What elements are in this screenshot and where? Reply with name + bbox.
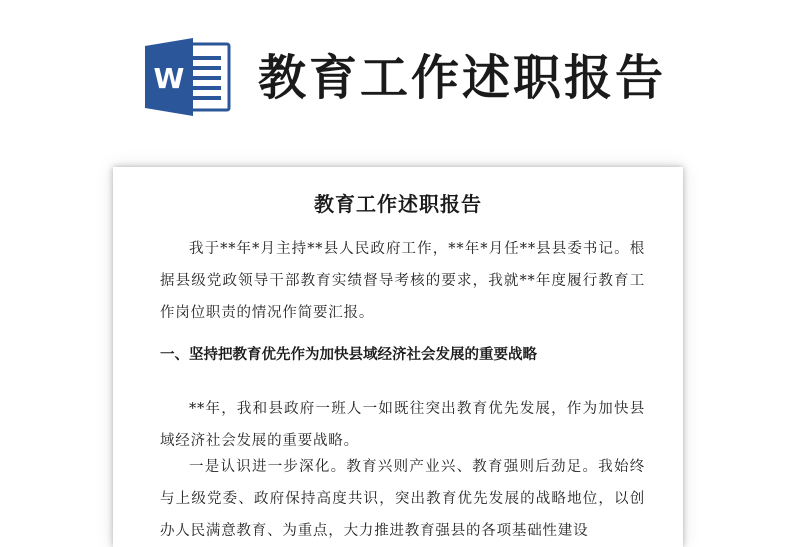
section-heading: 一、坚持把教育优先作为加快县域经济社会发展的重要战略 <box>160 347 537 363</box>
header-banner <box>0 0 800 140</box>
document-paragraph: 我于**年*月主持**县人民政府工作，**年*月任**县县委书记。根据县级党政领导干部教育实绩督导考核的要求，我就**年度履行教育工作岗位职责的情况作简要汇报。 <box>160 241 645 321</box>
section-paragraph: 一是认识进一步深化。教育兴则产业兴、教育强则后劲足。我始终与上级党委、政府保持高度共识，突出教育优先发展的战略地位，以创办人民满意教育、为重点，大力推进教育强县的各项基础性建设 <box>160 459 645 539</box>
document-title: 教育工作述职报告 <box>314 192 482 216</box>
word-icon-letter: W <box>153 62 185 95</box>
word-icon <box>143 36 231 118</box>
page-title: 教育工作述职报告 <box>258 50 667 106</box>
document-preview <box>113 167 683 547</box>
section-paragraph: **年，我和县政府一班人一如既往突出教育优先发展，作为加快县域经济社会发展的重要战略。 <box>160 401 645 449</box>
